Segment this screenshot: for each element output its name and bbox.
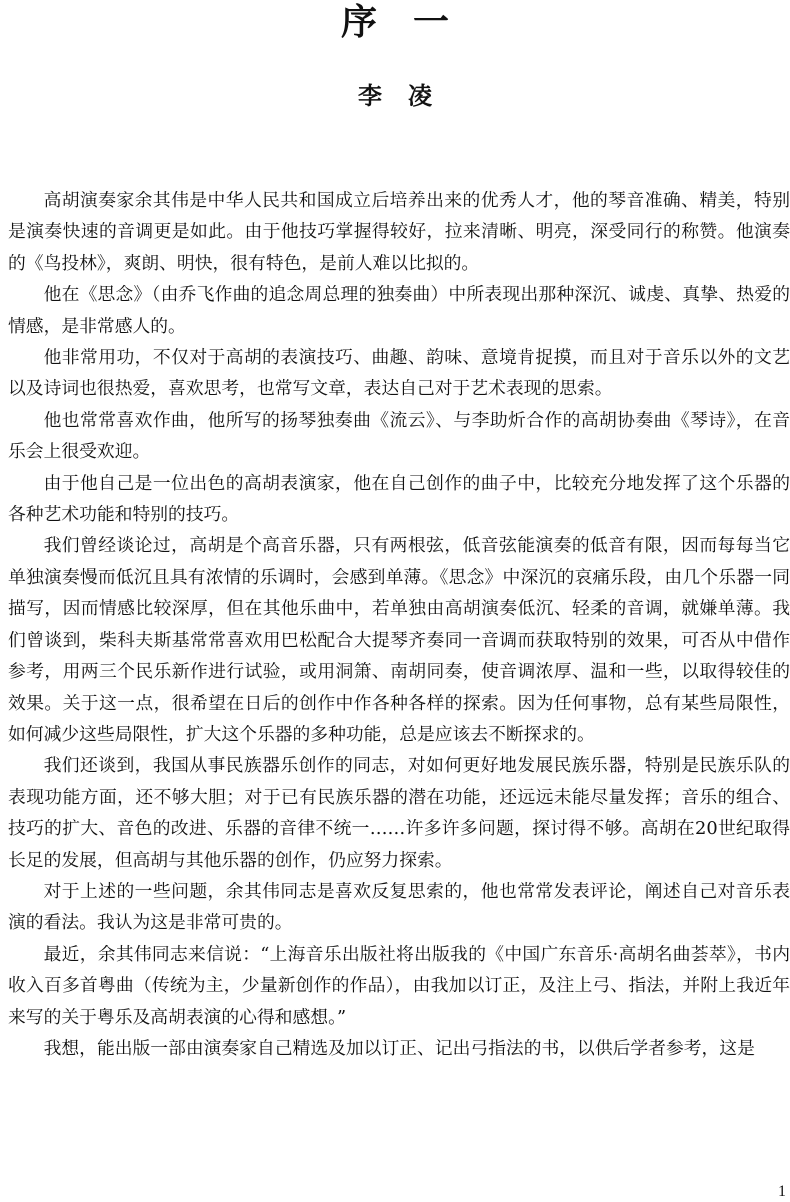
paragraph: 他也常常喜欢作曲，他所写的扬琴独奏曲《流云》、与李助炘合作的高胡协奏曲《琴诗》，在音乐会上很受欢迎。	[8, 409, 790, 463]
paragraph: 我们还谈到，我国从事民族器乐创作的同志，对如何更好地发展民族乐器，特别是民族乐队的表现功能方面，还不够大胆；对于已有民族乐器的潜在功能，还远远未能尽量发挥；音乐的组合、技巧的扩大、音色的改进、乐器的音律不统一……许多许多问题，探讨得不够。高胡在20世纪取得长足的发展，但高胡与其他乐器的创作，仍应努力探索。	[8, 755, 790, 871]
paragraph: 我们曾经谈论过，高胡是个高音乐器，只有两根弦，低音弦能演奏的低音有限，因而每每当它单独演奏慢而低沉且具有浓情的乐调时，会感到单薄。《思念》中深沉的哀痛乐段，由几个乐器一同描写，因而情感比较深厚，但在其他乐曲中，若单独由高胡演奏低沉、轻柔的音调，就嫌单薄。我们曾谈到，柴科夫斯基常常喜欢用巴松配合大提琴齐奏同一音调而获取特别的效果，可否从中借作参考，用两三个民乐新作进行试验，或用洞箫、南胡同奏，使音调浓厚、温和一些，以取得较佳的效果。关于这一点，很希望在日后的创作中作各种各样的探索。因为任何事物，总有某些局限性，如何减少这些局限性，扩大这个乐器的多种功能，总是应该去不断探求的。	[8, 535, 790, 745]
page-title: 序一	[340, 1, 485, 43]
paragraph: 对于上述的一些问题，余其伟同志是喜欢反复思索的，他也常常发表评论，阐述自己对音乐表演的看法。我认为这是非常可贵的。	[8, 880, 790, 934]
paragraph: 由于他自己是一位出色的高胡表演家，他在自己创作的曲子中，比较充分地发挥了这个乐器的各种艺术功能和特别的技巧。	[8, 472, 790, 526]
body-text	[8, 185, 790, 1064]
paragraph: 最近，余其伟同志来信说：“上海音乐出版社将出版我的《中国广东音乐·高胡名曲荟萃》，书内收入百多首粤曲（传统为主，少量新创作的作品），由我加以订正，及注上弓、指法，并附上我近年来写的关于粤乐及高胡表演的心得和感想。”	[8, 943, 790, 1028]
paragraph: 他在《思念》（由乔飞作曲的追念周总理的独奏曲）中所表现出那种深沉、诚虔、真挚、热爱的情感，是非常感人的。	[8, 284, 790, 337]
page-number: 1	[778, 1183, 786, 1200]
paragraph: 我想，能出版一部由演奏家自己精选及加以订正、记出弓指法的书，以供后学者参考，这是	[43, 1037, 755, 1059]
paragraph: 他非常用功，不仅对于高胡的表演技巧、曲趣、韵味、意境肯捉摸，而且对于音乐以外的文艺以及诗词也很热爱，喜欢思考，也常写文章，表达自己对于艺术表现的思索。	[8, 347, 790, 400]
author-name: 李凌	[358, 81, 458, 110]
paragraph: 高胡演奏家余其伟是中华人民共和国成立后培养出来的优秀人才，他的琴音准确、精美，特别是演奏快速的音调更是如此。由于他技巧掌握得较好，拉来清晰、明亮，深受同行的称赞。他演奏的《鸟投林》，爽朗、明快，很有特色，是前人难以比拟的。	[8, 190, 790, 274]
